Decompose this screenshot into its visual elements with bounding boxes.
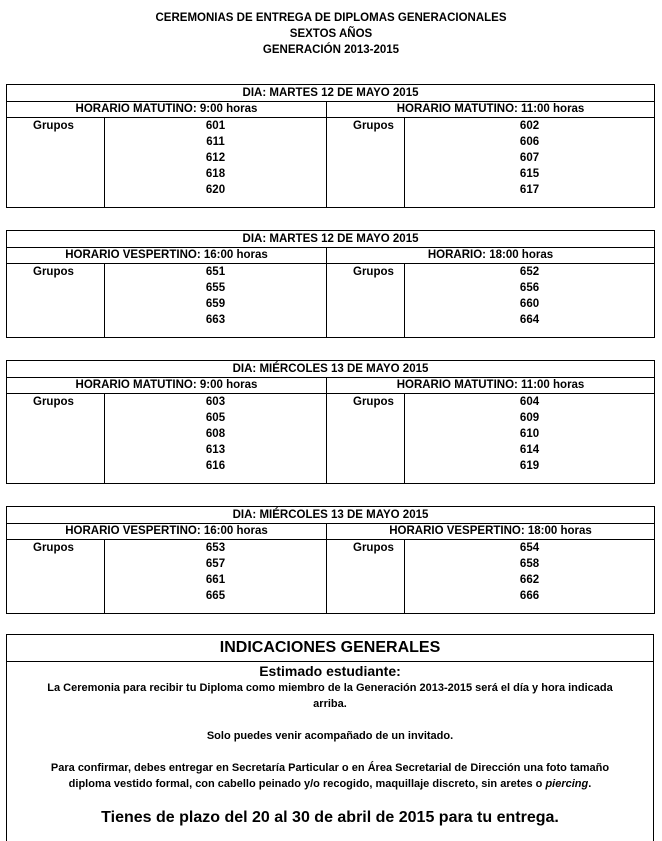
piercing-text: piercing bbox=[545, 778, 589, 790]
time-slot-left: HORARIO VESPERTINO: 16:00 horas bbox=[7, 524, 327, 540]
time-slot-left: HORARIO VESPERTINO: 16:00 horas bbox=[7, 248, 327, 264]
group-number: 605 bbox=[205, 412, 226, 424]
group-number: 610 bbox=[519, 428, 540, 440]
schedule-table bbox=[6, 506, 655, 614]
time-slot-left: HORARIO MATUTINO: 9:00 horas bbox=[7, 378, 327, 394]
group-number: 652 bbox=[519, 266, 540, 278]
groups-label: Grupos bbox=[327, 540, 405, 614]
schedule-day: DIA: MIÉRCOLES 13 DE MAYO 2015 bbox=[7, 507, 655, 524]
group-number: 657 bbox=[205, 558, 226, 570]
group-number: 615 bbox=[519, 168, 540, 180]
groups-list-left bbox=[105, 394, 327, 484]
groups-label: Grupos bbox=[7, 264, 105, 338]
group-number: 651 bbox=[205, 266, 226, 278]
time-slot-left: HORARIO MATUTINO: 9:00 horas bbox=[7, 102, 327, 118]
indications-title: INDICACIONES GENERALES bbox=[7, 635, 653, 662]
groups-list-left bbox=[105, 264, 327, 338]
groups-label: Grupos bbox=[327, 118, 405, 208]
groups-list-right bbox=[405, 394, 655, 484]
header-subtitle: SEXTOS AÑOS bbox=[289, 28, 373, 40]
header-title: CEREMONIAS DE ENTREGA DE DIPLOMAS GENERACIONALES bbox=[155, 12, 507, 24]
group-number: 612 bbox=[205, 152, 226, 164]
time-slot-right: HORARIO MATUTINO: 11:00 horas bbox=[327, 102, 655, 118]
groups-label: Grupos bbox=[327, 264, 405, 338]
group-number: 660 bbox=[519, 298, 540, 310]
group-number: 608 bbox=[205, 428, 226, 440]
group-number: 616 bbox=[205, 460, 226, 472]
time-slot-right: HORARIO VESPERTINO: 18:00 horas bbox=[327, 524, 655, 540]
document-header bbox=[0, 10, 662, 58]
group-number: 606 bbox=[519, 136, 540, 148]
groups-label: Grupos bbox=[7, 118, 105, 208]
group-number: 604 bbox=[519, 396, 540, 408]
groups-label: Grupos bbox=[7, 394, 105, 484]
indications-deadline: Tienes de plazo del 20 al 30 de abril de 2015 para tu entrega. bbox=[101, 809, 559, 826]
groups-label: Grupos bbox=[7, 540, 105, 614]
groups-label: Grupos bbox=[327, 394, 405, 484]
group-number: 613 bbox=[205, 444, 226, 456]
group-number: 618 bbox=[205, 168, 226, 180]
groups-list-left bbox=[105, 540, 327, 614]
schedule-day: DIA: MIÉRCOLES 13 DE MAYO 2015 bbox=[7, 361, 655, 378]
indications-paragraph-3: Para confirmar, debes entregar en Secretaría Particular o en Área Secretarial de Dirección una foto tamaño diploma vestido formal, con cabello peinado y/o recogido, maquillaje discreto, sin aretes o piercing. bbox=[50, 762, 610, 790]
time-slot-right: HORARIO MATUTINO: 11:00 horas bbox=[327, 378, 655, 394]
group-number: 666 bbox=[519, 590, 540, 602]
schedule-day: DIA: MARTES 12 DE MAYO 2015 bbox=[7, 85, 655, 102]
schedule-table bbox=[6, 360, 655, 484]
schedule-table bbox=[6, 230, 655, 338]
group-number: 603 bbox=[205, 396, 226, 408]
general-indications bbox=[6, 634, 654, 841]
group-number: 664 bbox=[519, 314, 540, 326]
groups-list-right bbox=[405, 540, 655, 614]
schedule-table bbox=[6, 84, 655, 208]
group-number: 658 bbox=[519, 558, 540, 570]
group-number: 614 bbox=[519, 444, 540, 456]
group-number: 609 bbox=[519, 412, 540, 424]
group-number: 619 bbox=[519, 460, 540, 472]
group-number: 654 bbox=[519, 542, 540, 554]
indications-paragraph-2: Solo puedes venir acompañado de un invitado. bbox=[206, 730, 454, 742]
time-slot-right: HORARIO: 18:00 horas bbox=[327, 248, 655, 264]
groups-list-right bbox=[405, 118, 655, 208]
group-number: 659 bbox=[205, 298, 226, 310]
group-number: 617 bbox=[519, 184, 540, 196]
group-number: 653 bbox=[205, 542, 226, 554]
group-number: 611 bbox=[206, 136, 225, 148]
indications-paragraph-1: La Ceremonia para recibir tu Diploma como miembro de la Generación 2013-2015 será el día y hora indicada arriba. bbox=[47, 682, 613, 710]
group-number: 607 bbox=[519, 152, 540, 164]
groups-list-right bbox=[405, 264, 655, 338]
group-number: 665 bbox=[205, 590, 226, 602]
group-number: 601 bbox=[205, 120, 226, 132]
indications-greeting: Estimado estudiante: bbox=[259, 663, 401, 679]
group-number: 602 bbox=[519, 120, 540, 132]
header-generation: GENERACIÓN 2013-2015 bbox=[262, 44, 400, 56]
groups-list-left bbox=[105, 118, 327, 208]
group-number: 663 bbox=[205, 314, 226, 326]
group-number: 620 bbox=[205, 184, 226, 196]
group-number: 656 bbox=[519, 282, 540, 294]
group-number: 661 bbox=[205, 574, 226, 586]
schedule-day: DIA: MARTES 12 DE MAYO 2015 bbox=[7, 231, 655, 248]
group-number: 662 bbox=[519, 574, 540, 586]
group-number: 655 bbox=[205, 282, 226, 294]
